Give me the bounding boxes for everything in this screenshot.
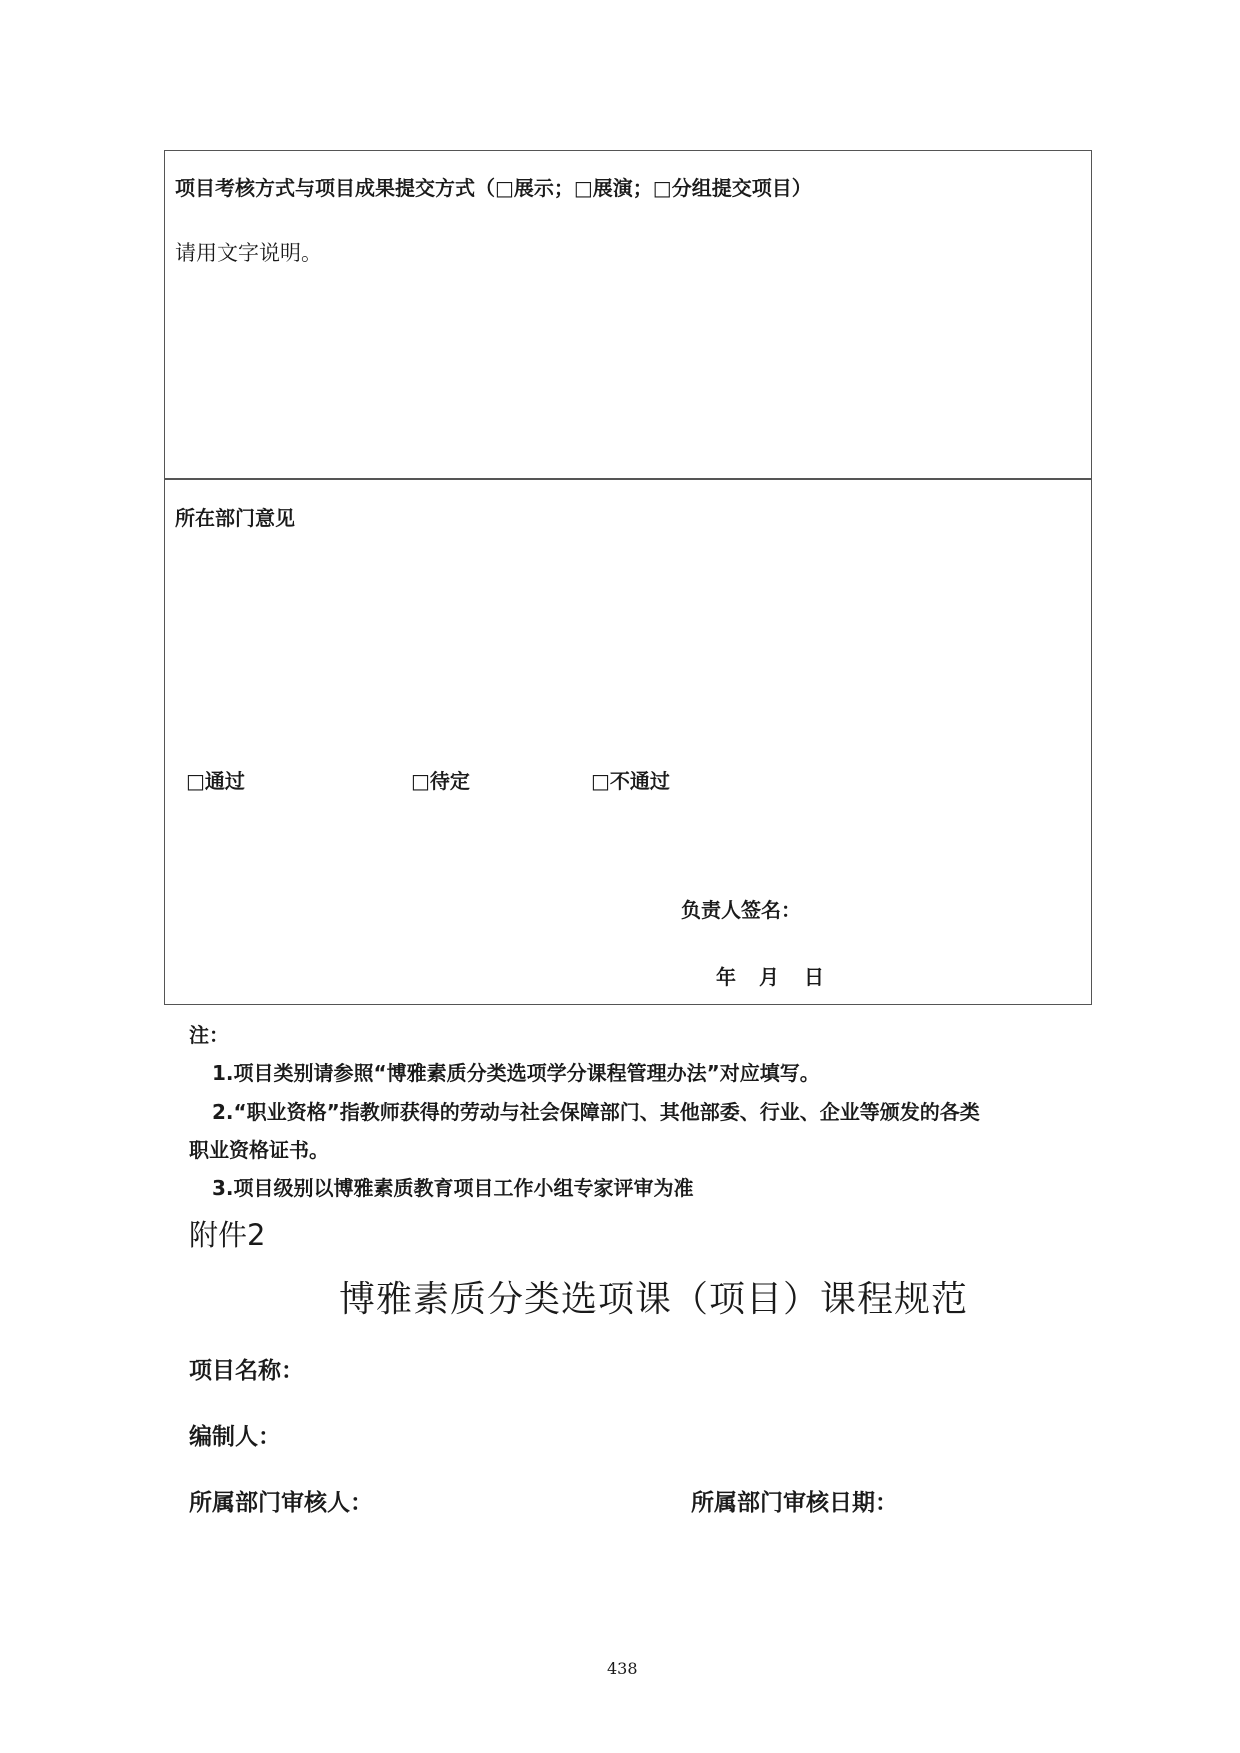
- assessment-section-body[interactable]: 请用文字说明。: [175, 241, 322, 265]
- note-item-2-cont: 职业资格证书。: [189, 1138, 329, 1162]
- attachment-label: 附件2: [189, 1218, 266, 1252]
- department-opinion-cell: [164, 478, 1092, 1005]
- option-fail-checkbox[interactable]: □不通过: [591, 769, 670, 793]
- date-day-label: 日: [804, 965, 824, 989]
- note-item-2: 2.“职业资格”指教师获得的劳动与社会保障部门、其他部委、行业、企业等颁发的各类: [212, 1100, 980, 1124]
- option-pass-checkbox[interactable]: □通过: [186, 769, 245, 793]
- department-section-title: 所在部门意见: [175, 506, 295, 530]
- assessment-section-title: 项目考核方式与项目成果提交方式（□展示；□展演；□分组提交项目）: [175, 176, 812, 200]
- attachment-title: 博雅素质分类选项课（项目）课程规范: [339, 1279, 969, 1320]
- date-year-label: 年: [716, 965, 736, 989]
- project-name-field[interactable]: 项目名称：: [189, 1358, 304, 1384]
- dept-review-date-field[interactable]: 所属部门审核日期：: [691, 1490, 898, 1516]
- notes-heading: 注：: [189, 1023, 229, 1047]
- editor-field[interactable]: 编制人：: [189, 1424, 281, 1450]
- note-item-3: 3.项目级别以博雅素质教育项目工作小组专家评审为准: [212, 1176, 694, 1200]
- note-item-1: 1.项目类别请参照“博雅素质分类选项学分课程管理办法”对应填写。: [212, 1061, 820, 1085]
- dept-reviewer-field[interactable]: 所属部门审核人：: [189, 1490, 373, 1516]
- page-number: 438: [607, 1659, 638, 1678]
- date-month-label: 月: [759, 965, 779, 989]
- signature-label: 负责人签名：: [681, 898, 801, 922]
- option-pending-checkbox[interactable]: □待定: [411, 769, 470, 793]
